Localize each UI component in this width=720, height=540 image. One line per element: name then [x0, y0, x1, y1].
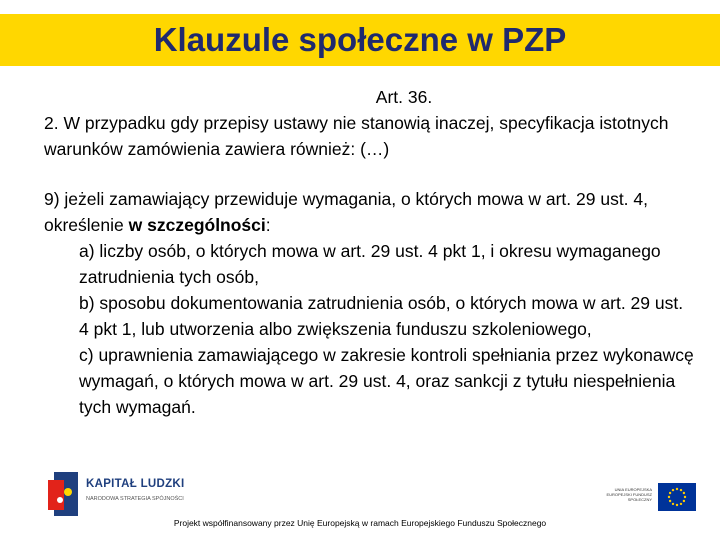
paragraph-9-intro: 9) jeżeli zamawiający przewiduje wymagania, o których mowa w art. 29 ust. 4, określenie	[44, 189, 648, 235]
kapital-ludzki-title: KAPITAŁ LUDZKI	[86, 478, 185, 490]
slide-content	[44, 84, 694, 420]
kapital-ludzki-logo	[48, 470, 198, 520]
kapital-ludzki-logo-icon	[48, 470, 82, 518]
slide-title: Klauzule społeczne w PZP	[153, 21, 567, 58]
paragraph-9-emphasis: w szczególności	[128, 215, 266, 235]
eu-flag-icon	[658, 483, 696, 511]
article-heading: Art. 36.	[375, 87, 433, 107]
list-item-c: c) uprawnienia zamawiającego w zakresie kontroli spełniania przez wykonawcę wymagań, o których mowa w art. 29 ust. 4, oraz sankcji z tytułu niespełnienia tych wymagań.	[79, 345, 694, 417]
paragraph-gap	[44, 162, 694, 186]
eu-logo-text: UNIA EUROPEJSKA EUROPEJSKI FUNDUSZ SPOŁECZNY	[606, 487, 652, 502]
paragraph-9	[44, 186, 694, 238]
list-item-b: b) sposobu dokumentowania zatrudnienia osób, o których mowa w art. 29 ust. 4 pkt 1, lub utworzenia albo zwiększenia funduszu szkoleniowego,	[79, 293, 684, 339]
footer-note: Projekt współfinansowany przez Unię Europejską w ramach Europejskiego Funduszu Społecznego	[173, 518, 547, 528]
eu-logo	[596, 483, 698, 513]
title-bar	[0, 14, 720, 66]
list-item-a: a) liczby osób, o których mowa w art. 29 ust. 4 pkt 1, i okresu wymaganego zatrudnienia tych osób,	[79, 241, 661, 287]
kapital-ludzki-subtitle: NARODOWA STRATEGIA SPÓJNOŚCI	[86, 496, 184, 502]
paragraph-2: 2. W przypadku gdy przepisy ustawy nie stanowią inaczej, specyfikacja istotnych warunków zamówienia zawiera również: (…)	[44, 113, 669, 159]
paragraph-9-colon: :	[265, 215, 271, 235]
